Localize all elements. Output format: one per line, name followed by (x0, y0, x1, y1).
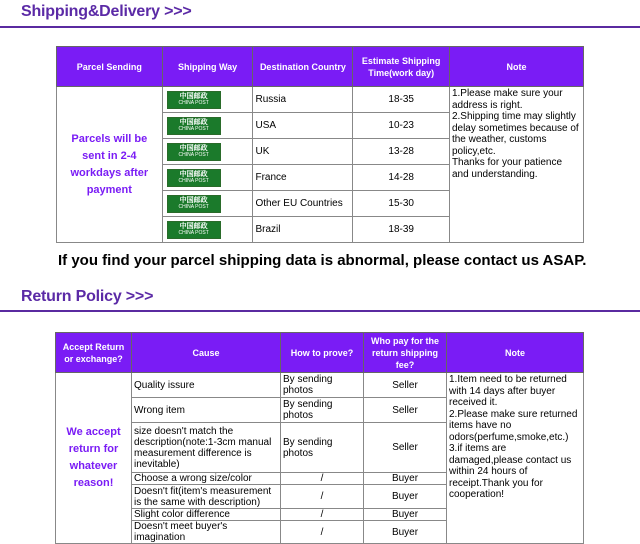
china-post-logo: 中国邮政 CHINA POST (167, 143, 221, 161)
return-divider (0, 310, 640, 312)
return-table (55, 332, 584, 544)
return-prove: By sending photos (281, 423, 364, 473)
shipping-time: 18-39 (353, 217, 450, 243)
header-shipping-way: Shipping Way (162, 47, 253, 87)
return-prove: / (281, 521, 364, 544)
abnormal-shipping-notice: If you find your parcel shipping data is abnormal, please contact us ASAP. (58, 252, 587, 269)
shipping-divider (0, 26, 640, 28)
china-post-logo: 中国邮政 CHINA POST (167, 221, 221, 239)
shipping-note: 1.Please make sure your address is right. 2.Shipping time may slightly delay sometimes because of the weather, customs policy,etc. Thanks for your patience and understanding. (449, 87, 583, 243)
header-return-note: Note (447, 333, 584, 373)
accept-return-text: We accept return for whatever reason! (56, 373, 132, 544)
header-who-pays: Who pay for the return shipping fee? (364, 333, 447, 373)
return-payer: Buyer (364, 485, 447, 509)
shipping-time: 15-30 (353, 191, 450, 217)
return-prove: / (281, 473, 364, 485)
destination-country: Other EU Countries (253, 191, 353, 217)
return-cause: Choose a wrong size/color (132, 473, 281, 485)
parcel-sending-text: Parcels will be sent in 2-4 workdays after payment (57, 87, 163, 243)
return-row (56, 373, 584, 398)
destination-country: Russia (253, 87, 353, 113)
return-note: 1.Item need to be returned with 14 days after buyer received it. 2.Please make sure returned items have no odors(perfume,smoke,etc.) 3.if items are damaged,please contact us within 24 hours of receipt.Thank you for cooperation! (447, 373, 584, 544)
destination-country: France (253, 165, 353, 191)
shipping-way-cell (162, 87, 253, 113)
china-post-logo: 中国邮政 CHINA POST (167, 195, 221, 213)
shipping-row (57, 87, 584, 113)
shipping-section-title: Shipping&Delivery >>> (21, 3, 192, 20)
shipping-time: 13-28 (353, 139, 450, 165)
header-estimate-time: Estimate Shipping Time(work day) (353, 47, 450, 87)
return-payer: Seller (364, 398, 447, 423)
header-parcel-sending: Parcel Sending (57, 47, 163, 87)
shipping-time: 18-35 (353, 87, 450, 113)
return-cause: Quality issure (132, 373, 281, 398)
destination-country: UK (253, 139, 353, 165)
shipping-way-cell (162, 139, 253, 165)
china-post-logo: 中国邮政 CHINA POST (167, 169, 221, 187)
return-payer: Seller (364, 423, 447, 473)
shipping-way-cell (162, 217, 253, 243)
header-accept-return: Accept Return or exchange? (56, 333, 132, 373)
shipping-time: 10-23 (353, 113, 450, 139)
return-section-title: Return Policy >>> (21, 288, 154, 305)
shipping-time: 14-28 (353, 165, 450, 191)
return-payer: Seller (364, 373, 447, 398)
header-destination-country: Destination Country (253, 47, 353, 87)
return-prove: By sending photos (281, 373, 364, 398)
shipping-way-cell (162, 113, 253, 139)
return-payer: Buyer (364, 521, 447, 544)
china-post-logo: 中国邮政 CHINA POST (167, 117, 221, 135)
shipping-way-cell (162, 191, 253, 217)
header-cause: Cause (132, 333, 281, 373)
destination-country: USA (253, 113, 353, 139)
return-cause: size doesn't match the description(note:1-3cm manual measurement difference is inevitable) (132, 423, 281, 473)
header-note: Note (449, 47, 583, 87)
shipping-header-row (57, 47, 584, 87)
shipping-table (56, 46, 584, 243)
return-cause: Doesn't meet buyer's imagination (132, 521, 281, 544)
destination-country: Brazil (253, 217, 353, 243)
return-payer: Buyer (364, 509, 447, 521)
return-prove: / (281, 485, 364, 509)
return-prove: By sending photos (281, 398, 364, 423)
return-cause: Doesn't fit(item's measurement is the same with description) (132, 485, 281, 509)
return-header-row (56, 333, 584, 373)
china-post-logo: 中国邮政 CHINA POST (167, 91, 221, 109)
return-cause: Wrong item (132, 398, 281, 423)
return-cause: Slight color difference (132, 509, 281, 521)
return-payer: Buyer (364, 473, 447, 485)
shipping-way-cell (162, 165, 253, 191)
return-prove: / (281, 509, 364, 521)
header-how-to-prove: How to prove? (281, 333, 364, 373)
